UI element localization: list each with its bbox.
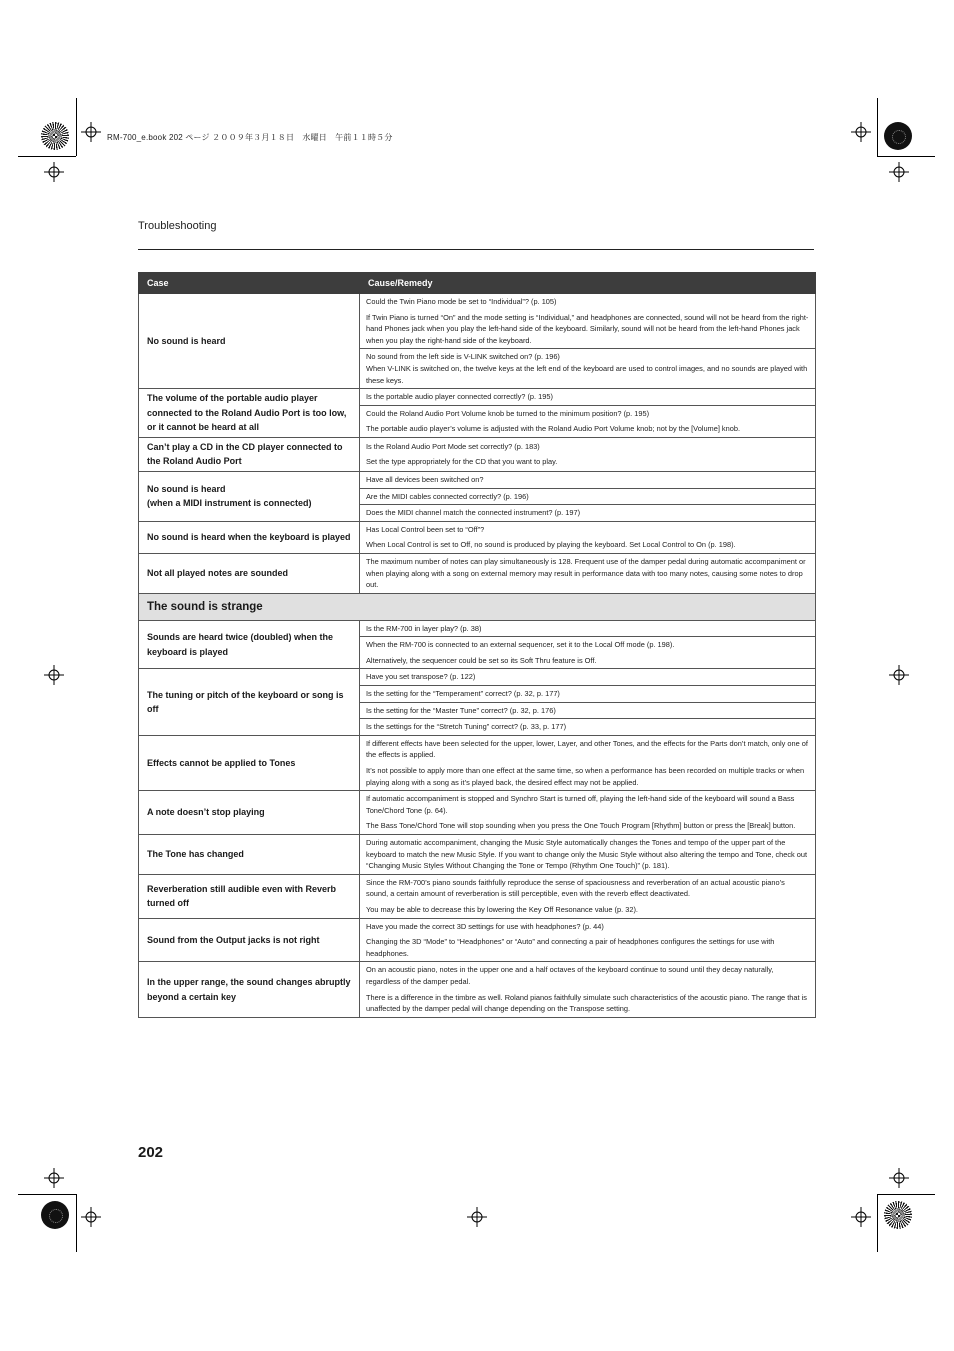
- registration-burst-icon: [41, 1201, 69, 1229]
- table-row: [139, 791, 816, 835]
- page-number: 202: [138, 1144, 164, 1161]
- table-row: [139, 874, 816, 918]
- remedy-cell: [360, 553, 816, 593]
- remedy-text: Is the RM-700 in layer play? (p. 38): [366, 623, 482, 633]
- registration-burst-icon: [884, 122, 912, 150]
- crop-mark: [18, 1194, 76, 1195]
- crosshair-icon: [44, 1168, 64, 1188]
- crosshair-icon: [44, 162, 64, 182]
- table-row: [139, 471, 816, 488]
- crosshair-icon: [81, 1207, 101, 1227]
- crosshair-icon: [851, 122, 871, 142]
- print-imprint: RM-700_e.book 202 ページ ２００９年３月１８日 水曜日 午前１１時５分: [107, 133, 393, 142]
- table-row: [139, 620, 816, 637]
- remedy-text: The portable audio player’s volume is adjusted with the Roland Audio Port Volume knob; not by the [Volume] knob.: [366, 424, 741, 434]
- column-header-remedy: Cause/Remedy: [360, 273, 816, 294]
- remedy-text: During automatic accompaniment, changing the Music Style automatically changes the Tones and tempo of the upper part of the keyboard to match the new Music Style. If you want to change only the Music Style without also altering the tempo and Tone, check out “Changing Music Styles Without Changing the Tone or Tempo (Rhythm One Touch)” (p. 181).: [366, 838, 808, 871]
- remedy-text: Alternatively, the sequencer could be set so its Soft Thru feature is Off.: [366, 655, 597, 665]
- case-cell: [139, 620, 360, 669]
- remedy-cell: [360, 735, 816, 790]
- table-header-row: [139, 273, 816, 294]
- running-header: Troubleshooting: [138, 220, 217, 232]
- remedy-text: Could the Roland Audio Port Volume knob be turned to the minimum position? (p. 195): [366, 408, 650, 418]
- case-text: Can’t play a CD in the CD player connected to the Roland Audio Port: [147, 441, 343, 467]
- remedy-cell: [360, 918, 816, 962]
- remedy-text: Is the setting for the “Temperament” correct? (p. 32, p. 177): [366, 689, 560, 699]
- remedy-text: Does the MIDI channel match the connected instrument? (p. 197): [366, 508, 581, 518]
- remedy-text: The maximum number of notes can play simultaneously is 128. Frequent use of the damper pedal during automatic accompaniment or when playing along with a song on external memory may result in performance data with too many notes, causing some notes to drop out.: [366, 556, 806, 590]
- remedy-text: It’s not possible to apply more than one effect at the same time, so when a performance has been recorded on multiple tracks or when playing along with a song as it’s played back, the desired effect may not be applied.: [366, 766, 805, 787]
- remedy-text: If Twin Piano is turned “On” and the mode setting is “Individual,” and headphones are connected, sound will not be heard from the right-hand Phones jack when you play the left-hand side of the keyboard. Similarly, sound will not be heard from the left-hand Phones jack when you play the right-hand side of the keyboard.: [366, 312, 809, 345]
- remedy-text: Since the RM-700’s piano sounds faithfully reproduce the sense of spaciousness and reverberation of an actual acoustic piano’s sound, a certain amount of reverberation is still perceptible, even with the reverb effect deactivated.: [366, 877, 785, 899]
- remedy-cell: [360, 835, 816, 875]
- crop-mark: [877, 1194, 935, 1195]
- case-text: Effects cannot be applied to Tones: [147, 757, 296, 768]
- case-cell: [139, 437, 360, 471]
- remedy-text: When Local Control is set to Off, no sound is produced by playing the keyboard. Set Local Control to On (p. 198).: [366, 540, 736, 550]
- case-text: Not all played notes are sounded: [147, 568, 289, 579]
- remedy-text: Is the Roland Audio Port Mode set correctly? (p. 183): [366, 441, 540, 451]
- remedy-text: The Bass Tone/Chord Tone will stop sounding when you press the One Touch Program [Rhythm] button or press the [Break] button.: [366, 821, 796, 831]
- table-row: [139, 835, 816, 875]
- table-row: [139, 669, 816, 686]
- case-cell: [139, 294, 360, 389]
- crosshair-icon: [889, 1168, 909, 1188]
- registration-burst-icon: [884, 1201, 912, 1229]
- case-text: The volume of the portable audio player connected to the Roland Audio Port is too low, or it cannot be heard at all: [147, 393, 347, 433]
- case-cell: [139, 962, 360, 1017]
- remedy-text: When the RM-700 is connected to an external sequencer, set it to the Local Off mode (p. 198).: [366, 640, 675, 650]
- case-cell: [139, 874, 360, 918]
- remedy-text: Have you made the correct 3D settings for use with headphones? (p. 44): [366, 921, 604, 931]
- case-text: No sound is heard when the keyboard is played: [147, 532, 351, 543]
- case-cell: [139, 521, 360, 553]
- case-text: The Tone has changed: [147, 849, 244, 860]
- registration-burst-icon: [41, 122, 69, 150]
- crosshair-icon: [889, 665, 909, 685]
- table-row: [139, 294, 816, 349]
- remedy-cell: [360, 471, 816, 488]
- remedy-cell: [360, 505, 816, 522]
- remedy-text: No sound from the left side is V-LINK switched on? (p. 196) When V-LINK is switched on, the twelve keys at the left end of the keyboard are used to control images, and no sounds are played with these keys.: [366, 352, 808, 385]
- case-cell: [139, 835, 360, 875]
- remedy-cell: [360, 874, 816, 918]
- case-text: No sound is heard: [147, 335, 226, 346]
- remedy-cell: [360, 521, 816, 553]
- remedy-text: On an acoustic piano, notes in the upper one and a half octaves of the keyboard continue to sound until they decay naturally, regardless of the damper pedal.: [366, 965, 774, 986]
- crosshair-icon: [851, 1207, 871, 1227]
- remedy-text: Has Local Control been set to “Off”?: [366, 524, 485, 534]
- remedy-cell: [360, 389, 816, 406]
- table-row: [139, 521, 816, 553]
- crop-mark: [18, 156, 76, 157]
- table-row: [139, 553, 816, 593]
- remedy-cell: [360, 686, 816, 703]
- remedy-text: Changing the 3D “Mode” to “Headphones” or “Auto” and connecting a pair of headphones configures the settings for use with headphones.: [366, 937, 775, 958]
- crosshair-icon: [467, 1207, 487, 1227]
- case-text: In the upper range, the sound changes abruptly beyond a certain key: [147, 977, 351, 1002]
- case-cell: [139, 389, 360, 438]
- remedy-cell: [360, 488, 816, 505]
- remedy-text: Is the setting for the “Master Tune” correct? (p. 32, p. 176): [366, 705, 556, 715]
- table-row: [139, 437, 816, 471]
- case-cell: [139, 553, 360, 593]
- remedy-text: Is the settings for the “Stretch Tuning” correct? (p. 33, p. 177): [366, 722, 567, 732]
- remedy-text: Are the MIDI cables connected correctly? (p. 196): [366, 491, 529, 501]
- case-text: Reverberation still audible even with Reverb turned off: [147, 883, 337, 909]
- crop-mark: [877, 1194, 878, 1252]
- remedy-text: Have you set transpose? (p. 122): [366, 672, 476, 682]
- remedy-cell: [360, 702, 816, 719]
- remedy-text: Is the portable audio player connected correctly? (p. 195): [366, 392, 553, 402]
- case-text: Sounds are heard twice (doubled) when the keyboard is played: [147, 632, 334, 657]
- remedy-cell: [360, 962, 816, 1017]
- case-text: No sound is heard: [147, 483, 226, 494]
- remedy-text: You may be able to decrease this by lowering the Key Off Resonance value (p. 32).: [366, 904, 638, 914]
- remedy-cell: [360, 294, 816, 349]
- crop-mark: [76, 1194, 77, 1252]
- remedy-text: There is a difference in the timbre as well. Roland pianos faithfully simulate such characteristics of the acoustic piano. The range that is unaffected by the damper pedal will change depending on the Transpose setting.: [366, 992, 807, 1014]
- crop-mark: [877, 98, 878, 156]
- remedy-text: Set the type appropriately for the CD that you want to play.: [366, 457, 558, 467]
- remedy-cell: [360, 637, 816, 669]
- table-row: [139, 918, 816, 962]
- remedy-cell: [360, 349, 816, 389]
- remedy-text: Could the Twin Piano mode be set to “Individual”? (p. 105): [366, 297, 557, 306]
- remedy-cell: [360, 719, 816, 736]
- case-text: Sound from the Output jacks is not right: [147, 934, 320, 945]
- table-row: [139, 735, 816, 790]
- crosshair-icon: [44, 665, 64, 685]
- remedy-text: If automatic accompaniment is stopped and Synchro Start is turned off, playing the left-hand side of the keyboard will sound a Bass Tone/Chord Tone (p. 64).: [366, 794, 795, 815]
- crop-mark: [877, 156, 935, 157]
- case-text: (when a MIDI instrument is connected): [147, 498, 312, 509]
- case-cell: [139, 669, 360, 735]
- remedy-cell: [360, 437, 816, 471]
- section-heading: The sound is strange: [139, 593, 816, 620]
- troubleshooting-table: [138, 272, 816, 1018]
- remedy-cell: [360, 620, 816, 637]
- column-header-case: Case: [139, 273, 360, 294]
- case-text: The tuning or pitch of the keyboard or song is off: [147, 689, 344, 715]
- remedy-cell: [360, 791, 816, 835]
- case-text: A note doesn’t stop playing: [147, 807, 265, 818]
- crosshair-icon: [81, 122, 101, 142]
- remedy-text: Have all devices been switched on?: [366, 474, 484, 484]
- table-row: [139, 389, 816, 406]
- case-cell: [139, 471, 360, 521]
- section-band: [139, 593, 816, 620]
- remedy-cell: [360, 405, 816, 437]
- crop-mark: [76, 98, 77, 156]
- case-cell: [139, 791, 360, 835]
- remedy-cell: [360, 669, 816, 686]
- case-cell: [139, 918, 360, 962]
- remedy-text: If different effects have been selected for the upper, lower, Layer, and other Tones, and the effects for the Parts don’t match, only one of the effects is applied.: [366, 738, 808, 760]
- table-row: [139, 962, 816, 1017]
- case-cell: [139, 735, 360, 790]
- crosshair-icon: [889, 162, 909, 182]
- header-rule: [138, 249, 814, 250]
